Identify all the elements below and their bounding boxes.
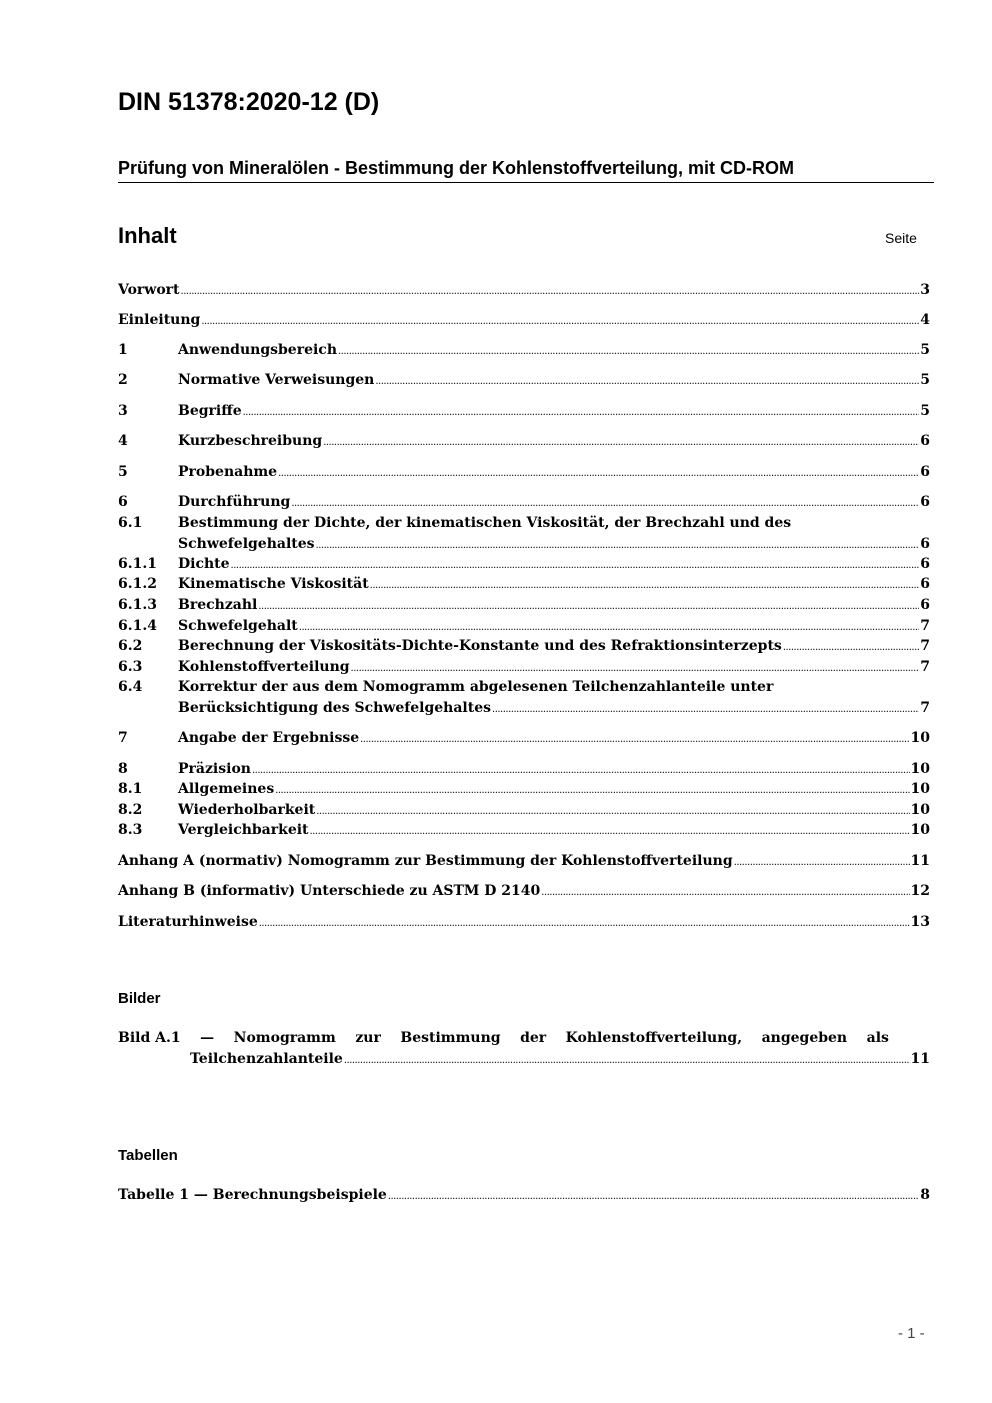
- leader-dots: [388, 1185, 919, 1207]
- toc-entry-page: 7: [920, 659, 930, 675]
- toc-entry-page: 6: [920, 597, 930, 613]
- leader-dots: [275, 779, 909, 801]
- toc-entry-text: Einleitung: [118, 312, 201, 328]
- toc-entry-number: 8.2: [118, 802, 143, 818]
- toc-entry-number: 6.1.4: [118, 618, 157, 634]
- figure-entry-word: angegeben: [761, 1030, 848, 1046]
- leader-dots: [258, 595, 919, 617]
- figure-entry-a1[interactable]: [118, 1028, 930, 1071]
- toc-entry-text: Kurzbeschreibung: [178, 433, 323, 449]
- leader-dots: [323, 431, 919, 453]
- page-column-label: Seite: [885, 230, 917, 246]
- toc-entry-page: 10: [910, 802, 930, 818]
- toc-entry-text: Präzision: [178, 761, 251, 777]
- toc-entry-page: 12: [910, 883, 930, 899]
- toc-entry-text: Anwendungsbereich: [178, 342, 337, 358]
- toc-entry-text: Korrektur der aus dem Nomogramm abgelesenen Teilchenzahlanteile unter: [178, 679, 774, 695]
- toc-entry-page: 6: [920, 536, 930, 552]
- leader-dots: [370, 574, 920, 596]
- toc-entry-text: Dichte: [178, 556, 230, 572]
- toc-entry-8[interactable]: [118, 759, 930, 781]
- leader-dots: [734, 851, 910, 873]
- toc-entry-page: 6: [920, 464, 930, 480]
- leader-dots: [351, 657, 920, 679]
- toc-entry-text-continued: Berücksichtigung des Schwefelgehaltes: [178, 700, 492, 716]
- toc-entry-number: 2: [118, 372, 128, 388]
- toc-entry-text: Begriffe: [178, 403, 242, 419]
- toc-entry-number: 4: [118, 433, 128, 449]
- toc-entry-3[interactable]: [118, 401, 930, 423]
- leader-dots: [278, 462, 919, 484]
- leader-dots: [492, 698, 919, 720]
- toc-entry-6[interactable]: [118, 492, 930, 514]
- figure-entry-word: Bild A.1: [118, 1030, 181, 1046]
- toc-entry-text: Kohlenstoffverteilung: [178, 659, 350, 675]
- toc-entry-number: 1: [118, 342, 128, 358]
- toc-entry-number: 6: [118, 494, 128, 510]
- toc-entry-text: Bestimmung der Dichte, der kinematischen Viskosität, der Brechzahl und des: [178, 515, 792, 531]
- toc-entry-page: 7: [920, 638, 930, 654]
- toc-entry-6-1-3[interactable]: [118, 595, 930, 617]
- toc-entry-text: Normative Verweisungen: [178, 372, 375, 388]
- figure-entry-word: Bestimmung: [400, 1030, 501, 1046]
- toc-entry-6-1-4[interactable]: [118, 616, 930, 638]
- toc-entry-8-2[interactable]: [118, 800, 930, 822]
- toc-entry-text: Vergleichbarkeit: [178, 822, 309, 838]
- leader-dots: [375, 370, 919, 392]
- toc-entry-text: Wiederholbarkeit: [178, 802, 316, 818]
- toc-entry-number: 6.3: [118, 659, 143, 675]
- leader-dots: [299, 616, 919, 638]
- toc-entry-6-2[interactable]: [118, 636, 930, 658]
- toc-entry-2[interactable]: [118, 370, 930, 392]
- toc-entry-number: 8.3: [118, 822, 143, 838]
- toc-entry-anhang-a[interactable]: [118, 851, 930, 873]
- toc-entry-6-1-1[interactable]: [118, 554, 930, 576]
- toc-entry-number: 8: [118, 761, 128, 777]
- toc-entry-text: Allgemeines: [178, 781, 275, 797]
- toc-entry-text: Literaturhinweise: [118, 914, 258, 930]
- toc-entry-text: Anhang A (normativ) Nomogramm zur Bestimmung der Kohlenstoffverteilung: [118, 853, 733, 869]
- toc-entry-5[interactable]: [118, 462, 930, 484]
- toc-entry-6-3[interactable]: [118, 657, 930, 679]
- leader-dots: [259, 912, 910, 934]
- toc-entry-1[interactable]: [118, 340, 930, 362]
- toc-entry-text-continued: Schwefelgehaltes: [178, 536, 315, 552]
- toc-entry-number: 6.1.2: [118, 576, 157, 592]
- toc-entry-page: 6: [920, 576, 930, 592]
- toc-entry-page: 10: [910, 822, 930, 838]
- toc-entry-text: Probenahme: [178, 464, 278, 480]
- toc-entry-number: 8.1: [118, 781, 143, 797]
- leader-dots: [243, 401, 920, 423]
- toc-entry-number: 6.1: [118, 515, 143, 531]
- document-id: DIN 51378:2020-12 (D): [118, 88, 380, 116]
- leader-dots: [310, 820, 910, 842]
- leader-dots: [316, 534, 920, 556]
- toc-entry-number: 7: [118, 730, 128, 746]
- toc-entry-number: 6.2: [118, 638, 143, 654]
- tables-heading: Tabellen: [118, 1147, 178, 1164]
- toc-entry-page: 5: [920, 372, 930, 388]
- toc-entry-page: 11: [910, 853, 930, 869]
- toc-entry-6-1[interactable]: [118, 513, 930, 556]
- toc-entry-page: 5: [920, 342, 930, 358]
- toc-entry-6-4[interactable]: [118, 677, 930, 720]
- toc-entry-page: 6: [920, 433, 930, 449]
- figure-entry-word: —: [200, 1030, 215, 1046]
- figure-entry-word: Kohlenstoffverteilung,: [565, 1030, 743, 1046]
- leader-dots: [316, 800, 909, 822]
- toc-entry-number: 3: [118, 403, 128, 419]
- toc-entry-page: 7: [920, 618, 930, 634]
- toc-entry-text: Brechzahl: [178, 597, 258, 613]
- toc-entry-einleitung[interactable]: [118, 310, 930, 332]
- toc-entry-text: Berechnung der Viskositäts-Dichte-Konstante und des Refraktionsinterzepts: [178, 638, 782, 654]
- toc-entry-number: 6.1.1: [118, 556, 157, 572]
- leader-dots: [783, 636, 919, 658]
- toc-entry-number: 6.1.3: [118, 597, 157, 613]
- leader-dots: [541, 881, 909, 903]
- toc-entry-page: 5: [920, 403, 930, 419]
- toc-entry-page: 13: [910, 914, 930, 930]
- toc-entry-text: Angabe der Ergebnisse: [178, 730, 360, 746]
- toc-entry-8-3[interactable]: [118, 820, 930, 842]
- figures-heading: Bilder: [118, 990, 161, 1007]
- leader-dots: [201, 310, 919, 332]
- figure-entry-text-continued: Teilchenzahlanteile: [190, 1051, 343, 1067]
- document-title: Prüfung von Mineralölen - Bestimmung der Kohlenstoffverteilung, mit CD-ROM: [118, 158, 934, 183]
- leader-dots: [344, 1049, 910, 1071]
- toc-entry-6-1-2[interactable]: [118, 574, 930, 596]
- toc-entry-page: 4: [920, 312, 930, 328]
- toc-entry-page: 10: [910, 781, 930, 797]
- figure-entry-word: zur: [355, 1030, 381, 1046]
- leader-dots: [252, 759, 910, 781]
- page-number: - 1 -: [898, 1325, 925, 1342]
- toc-entry-page: 10: [910, 761, 930, 777]
- toc-entry-text: Kinematische Viskosität: [178, 576, 369, 592]
- figure-entry-word: Nomogramm: [233, 1030, 336, 1046]
- toc-entry-number: 6.4: [118, 679, 143, 695]
- leader-dots: [181, 280, 920, 302]
- toc-entry-text: Vorwort: [118, 282, 180, 298]
- toc-entry-number: 5: [118, 464, 128, 480]
- toc-entry-text: Schwefelgehalt: [178, 618, 298, 634]
- toc-entry-literaturhinweise[interactable]: [118, 912, 930, 934]
- toc-entry-anhang-b[interactable]: [118, 881, 930, 903]
- figure-entry-word: der: [520, 1030, 547, 1046]
- toc-entry-text: Durchführung: [178, 494, 291, 510]
- toc-entry-page: 7: [920, 700, 930, 716]
- toc-entry-page: 3: [920, 282, 930, 298]
- toc-entry-page: 6: [920, 556, 930, 572]
- table-entry-1[interactable]: [118, 1185, 930, 1207]
- toc-entry-page: 6: [920, 494, 930, 510]
- table-entry-page: 8: [920, 1187, 930, 1203]
- toc-entry-page: 10: [910, 730, 930, 746]
- leader-dots: [360, 728, 909, 750]
- toc-entry-4[interactable]: [118, 431, 930, 453]
- leader-dots: [291, 492, 919, 514]
- contents-heading: Inhalt: [118, 223, 177, 248]
- figure-entry-word: als: [866, 1030, 889, 1046]
- toc-entry-7[interactable]: [118, 728, 930, 750]
- toc-entry-8-1[interactable]: [118, 779, 930, 801]
- figure-entry-page: 11: [910, 1051, 930, 1067]
- toc-entry-text: Anhang B (informativ) Unterschiede zu ASTM D 2140: [118, 883, 541, 899]
- leader-dots: [231, 554, 920, 576]
- leader-dots: [338, 340, 919, 362]
- table-entry-text: Tabelle 1 — Berechnungsbeispiele: [118, 1187, 387, 1203]
- toc-entry-vorwort[interactable]: [118, 280, 930, 302]
